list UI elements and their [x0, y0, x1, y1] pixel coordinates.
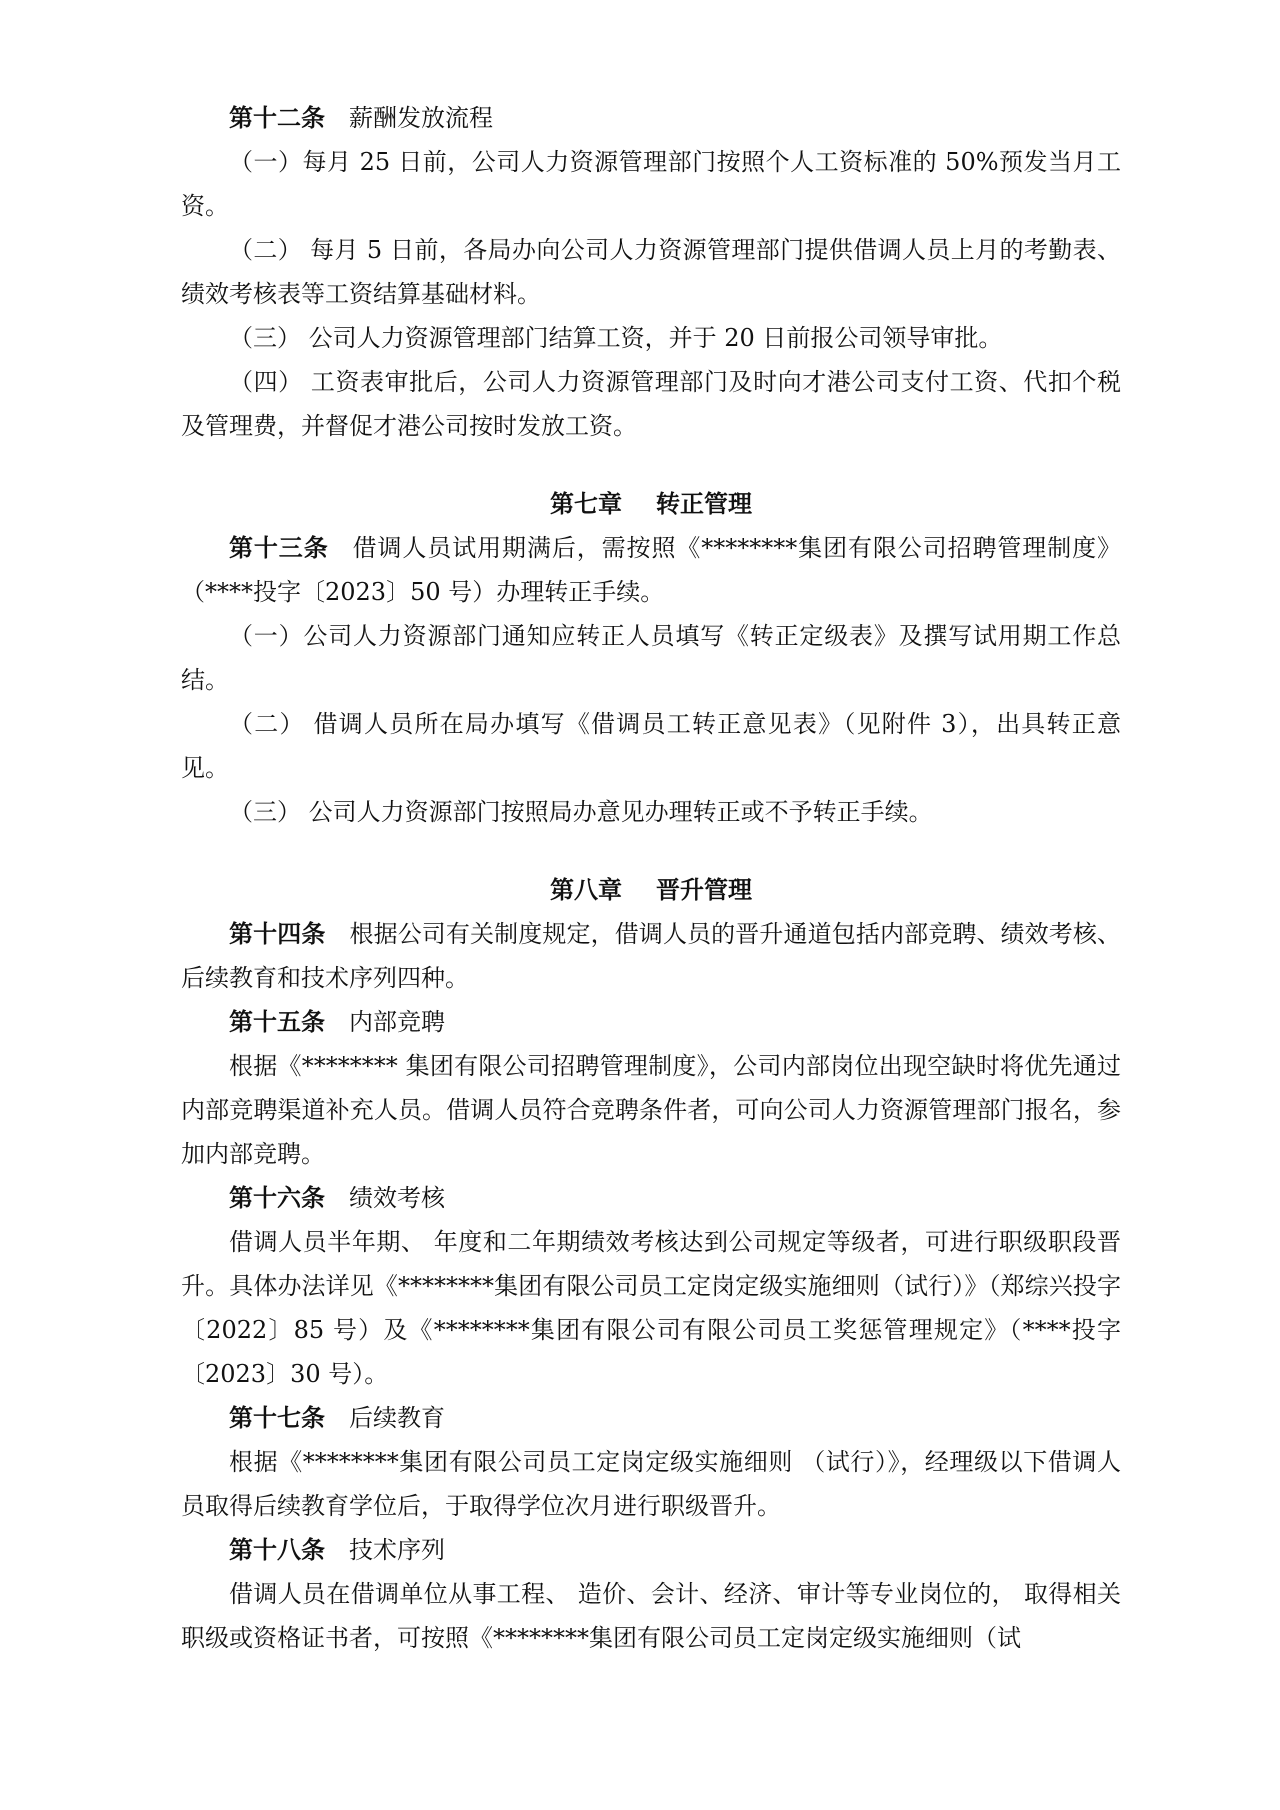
- article-13-item-3: （三） 公司人力资源部门按照局办意见办理转正或不予转正手续。: [229, 798, 933, 826]
- article-13-item-1: （一）公司人力资源部门通知应转正人员填写《转正定级表》及撰写试用期工作总结。: [181, 622, 1121, 694]
- article-12-item-4: （四） 工资表审批后，公司人力资源管理部门及时向才港公司支付工资、代扣个税及管理费，并督促才港公司按时发放工资。: [181, 368, 1121, 440]
- article-18-heading: [181, 1528, 1121, 1572]
- chapter-spacer: [181, 448, 1121, 482]
- document-body: [181, 96, 1121, 1660]
- article-14: [181, 912, 1121, 1000]
- article-15-heading: [181, 1000, 1121, 1044]
- article-title: 技术序列: [349, 1536, 445, 1564]
- article-text: 借调人员试用期满后，需按照《********集团有限公司招聘管理制度》（****投字〔2023〕50 号）办理转正手续。: [181, 534, 1122, 606]
- article-title: 薪酬发放流程: [349, 104, 493, 132]
- article-label: 第十四条: [229, 919, 326, 948]
- article-label: 第十七条: [229, 1403, 325, 1432]
- article-12-heading: [181, 96, 1121, 140]
- article-16-body: 借调人员半年期、 年度和二年期绩效考核达到公司规定等级者，可进行职级职段晋升。具体办法详见《********集团有限公司员工定岗定级实施细则（试行）》（郑综兴投字〔2022〕85 号）及《********集团有限公司有限公司员工奖惩管理规定》（****投字〔2023〕30 号）。: [181, 1228, 1121, 1388]
- chapter-spacer: [181, 834, 1121, 868]
- article-15-body: 根据《******** 集团有限公司招聘管理制度》，公司内部岗位出现空缺时将优先通过内部竞聘渠道补充人员。借调人员符合竞聘条件者，可向公司人力资源管理部门报名，参加内部竞聘。: [181, 1052, 1121, 1168]
- chapter-8-heading: [181, 868, 1121, 912]
- article-label: 第十二条: [229, 103, 325, 132]
- article-17-heading: [181, 1396, 1121, 1440]
- chapter-number: 第八章: [550, 875, 622, 904]
- article-title: 内部竞聘: [349, 1008, 445, 1036]
- article-label: 第十三条: [229, 533, 329, 562]
- chapter-7-heading: [181, 482, 1121, 526]
- article-label: 第十八条: [229, 1535, 325, 1564]
- article-13-item-2: （二） 借调人员所在局办填写《借调员工转正意见表》（见附件 3），出具转正意见。: [181, 710, 1121, 782]
- article-label: 第十五条: [229, 1007, 325, 1036]
- chapter-number: 第七章: [550, 489, 622, 518]
- article-title: 绩效考核: [349, 1184, 445, 1212]
- article-12-item-1: （一）每月 25 日前，公司人力资源管理部门按照个人工资标准的 50%预发当月工资。: [181, 148, 1121, 220]
- chapter-title: 晋升管理: [656, 875, 752, 904]
- article-text: 根据公司有关制度规定，借调人员的晋升通道包括内部竞聘、绩效考核、后续教育和技术序列四种。: [181, 920, 1122, 992]
- article-label: 第十六条: [229, 1183, 325, 1212]
- article-12-item-3: （三） 公司人力资源管理部门结算工资，并于 20 日前报公司领导审批。: [229, 324, 1003, 352]
- article-13: [181, 526, 1121, 614]
- article-12-item-2: （二） 每月 5 日前，各局办向公司人力资源管理部门提供借调人员上月的考勤表、绩效考核表等工资结算基础材料。: [181, 236, 1121, 308]
- article-17-body: 根据《********集团有限公司员工定岗定级实施细则 （试行）》，经理级以下借调人员取得后续教育学位后，于取得学位次月进行职级晋升。: [181, 1448, 1121, 1520]
- article-title: 后续教育: [349, 1404, 445, 1432]
- article-18-body: 借调人员在借调单位从事工程、 造价、会计、经济、审计等专业岗位的， 取得相关职级或资格证书者，可按照《********集团有限公司员工定岗定级实施细则（试: [181, 1580, 1121, 1652]
- article-16-heading: [181, 1176, 1121, 1220]
- chapter-title: 转正管理: [656, 489, 752, 518]
